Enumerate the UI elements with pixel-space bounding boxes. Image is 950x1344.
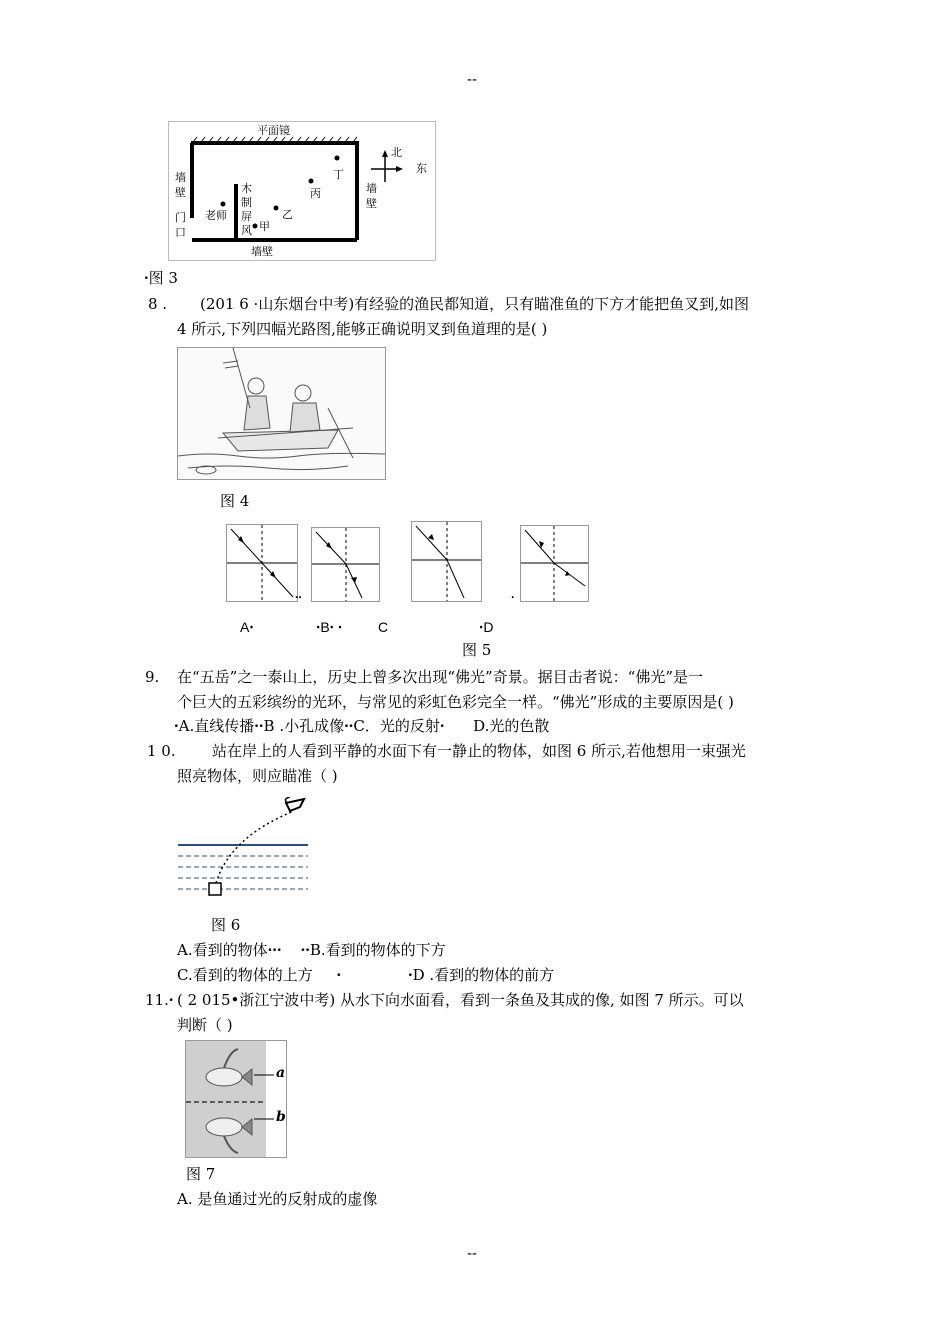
fig3-caption: ꞏ图 3 xyxy=(144,269,178,287)
fishing-drawing xyxy=(178,348,385,479)
option-a-letter: A xyxy=(240,619,250,635)
wall-left-1: 墙 xyxy=(175,171,186,184)
door-1: 门 xyxy=(175,211,186,224)
q10-opt-d: D .看到的物体的前方 xyxy=(412,966,555,984)
room-plan-drawing xyxy=(169,122,435,260)
q9-opt-a: A.直线传播 xyxy=(178,717,255,735)
point-ding: 丁 xyxy=(333,168,344,181)
fig7-caption: 图 7 xyxy=(186,1165,216,1183)
water-drawing xyxy=(178,797,310,899)
figure-7-fish-image xyxy=(185,1040,287,1158)
q8-line1: (201 6 ·山东烟台中考)有经验的渔民都知道，只有瞄准鱼的下方才能把鱼叉到,如图 xyxy=(200,295,749,313)
option-label-d: ꞏD xyxy=(479,619,494,635)
figure-6-water-object xyxy=(178,797,310,899)
screen-4: 风 xyxy=(241,224,252,237)
q10-options-row1: A.看到的物体ꞏꞏꞏ ꞏꞏB.看到的物体的下方 xyxy=(177,941,446,959)
q10-line1: 站在岸上的人看到平静的水面下有一静止的物体，如图 6 所示,若他想用一束强光 xyxy=(212,742,746,760)
option-label-c: C xyxy=(378,619,389,635)
ray-a-drawing xyxy=(227,525,297,601)
q8-number: 8 . xyxy=(148,295,168,313)
fish-label-b: b xyxy=(276,1109,286,1125)
point-jia: 甲 xyxy=(259,220,270,233)
q10-opt-a: A.看到的物体 xyxy=(177,941,268,959)
q10-number: 1 0. xyxy=(147,742,176,760)
wall-bottom-label: 墙壁 xyxy=(251,245,273,258)
wall-right-2: 壁 xyxy=(366,197,377,210)
mirror-label: 平面镜 xyxy=(257,124,290,137)
q11-line1: ( 2 015•浙江宁波中考) 从水下向水面看，看到一条鱼及其成的像, 如图 7 所示。可以 xyxy=(177,991,744,1009)
ray-diagram-a xyxy=(226,524,298,602)
fish-label-a: a xyxy=(276,1065,286,1081)
screen-2: 制 xyxy=(241,196,252,209)
q9-line2: 个巨大的五彩缤纷的光环，与常见的彩虹色彩完全一样。“佛光”形成的主要原因是( ) xyxy=(177,693,734,711)
footer-mark: -- xyxy=(467,1245,477,1262)
option-d-letter: D xyxy=(483,619,494,635)
q10-opt-b: B.看到的物体的下方 xyxy=(309,941,446,959)
teacher-label: 老师 xyxy=(205,209,227,222)
figure-4-fishing-image xyxy=(177,347,386,480)
q11-number-text: 11. xyxy=(145,991,169,1009)
fig4-caption: 图 4 xyxy=(220,492,250,510)
dots-after-a: ꞏꞏ xyxy=(295,592,302,604)
screen-3: 屏 xyxy=(241,210,252,223)
dot-before-d: ꞏ xyxy=(511,592,515,604)
ray-diagram-c xyxy=(411,521,482,602)
header-mark: -- xyxy=(467,71,477,88)
wall-left-2: 壁 xyxy=(175,186,186,199)
point-bing: 丙 xyxy=(310,187,321,200)
q9-options: ꞏA.直线传播ꞏꞏB .小孔成像ꞏꞏC．光的反射ꞏ D.光的色散 xyxy=(174,717,550,735)
ray-c-drawing xyxy=(412,522,481,601)
q11-opt-a: A. 是鱼通过光的反射成的虚像 xyxy=(177,1190,378,1208)
figure-3-room-plan xyxy=(168,121,436,261)
q8-line2: 4 所示,下列四幅光路图,能够正确说明叉到鱼道理的是( ) xyxy=(177,320,548,338)
fig3-caption-text: 图 3 xyxy=(148,269,178,287)
door-2: 口 xyxy=(175,226,186,239)
q9-opt-d: D.光的色散 xyxy=(473,717,550,735)
q9-number: 9. xyxy=(145,668,160,686)
wall-right-1: 墙 xyxy=(366,182,377,195)
q11-number: 11.ꞏ xyxy=(145,991,174,1009)
q9-line1: 在“五岳”之一泰山上，历史上曾多次出现“佛光”奇景。据目击者说：“佛光”是一 xyxy=(177,668,704,686)
fig5-caption: 图 5 xyxy=(462,641,492,659)
ray-b-drawing xyxy=(312,528,379,601)
q9-opt-b: B .小孔成像 xyxy=(263,717,345,735)
fish-drawing xyxy=(186,1041,286,1157)
ray-diagram-b xyxy=(311,527,380,602)
option-label-a: Aꞏ xyxy=(240,619,254,635)
q9-opt-c: C．光的反射 xyxy=(353,717,440,735)
ray-diagram-d xyxy=(520,525,589,602)
ray-d-drawing xyxy=(521,526,588,601)
screen-1: 木 xyxy=(241,182,252,195)
east-label: 东 xyxy=(416,162,427,175)
option-label-b: ꞏBꞏ ꞏ xyxy=(316,619,343,635)
north-label: 北 xyxy=(391,146,402,159)
q10-opt-c: C.看到的物体的上方 xyxy=(177,966,313,984)
q10-line2: 照亮物体，则应瞄准（ ) xyxy=(177,767,338,785)
point-yi: 乙 xyxy=(282,208,293,221)
fig6-caption: 图 6 xyxy=(211,916,241,934)
option-b-letter: B xyxy=(320,619,330,635)
q10-options-row2: C.看到的物体的上方 ꞏ ꞏD .看到的物体的前方 xyxy=(177,966,555,984)
q11-line2: 判断（ ) xyxy=(177,1016,233,1034)
